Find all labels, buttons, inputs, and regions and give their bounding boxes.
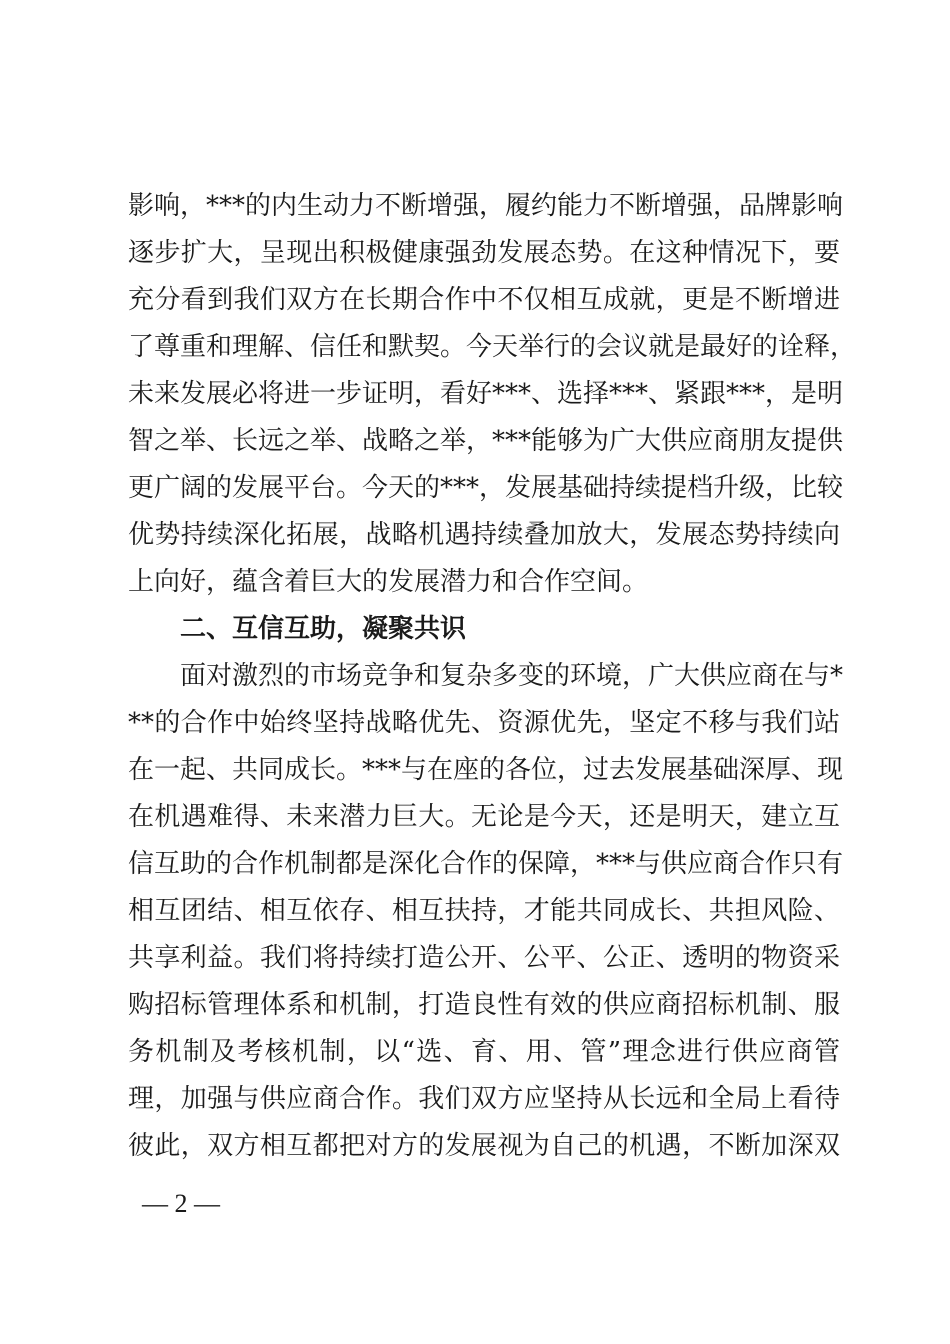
text-line: 上向好，蕴含着巨大的发展潜力和合作空间。 [128, 567, 649, 597]
text-line: 在一起、共同成长。***与在座的各位，过去发展基础深厚、现 [128, 755, 844, 785]
section-heading: 二、互信互助，凝聚共识 [180, 614, 467, 644]
text-line: 购招标管理体系和机制，打造良性有效的供应商招标机制、服 [128, 990, 840, 1020]
text-line: 更广阔的发展平台。今天的***，发展基础持续提档升级，比较 [128, 473, 844, 503]
text-line: 共享利益。我们将持续打造公开、公平、公正、透明的物资采 [128, 943, 840, 973]
text-line: 务机制及考核机制，以“选、育、用、管”理念进行供应商管 [128, 1037, 840, 1067]
text-line: 逐步扩大，呈现出积极健康强劲发展态势。在这种情况下，要 [128, 238, 840, 268]
text-line: 彼此，双方相互都把对方的发展视为自己的机遇，不断加深双 [128, 1131, 840, 1161]
text-line: 未来发展必将进一步证明，看好***、选择***、紧跟***，是明 [128, 379, 844, 409]
text-line: 充分看到我们双方在长期合作中不仅相互成就，更是不断增进 [128, 285, 840, 315]
page-number: — 2 — [142, 1189, 220, 1218]
text-line: 了尊重和理解、信任和默契。今天举行的会议就是最好的诠释， [128, 332, 857, 362]
text-line: 信互助的合作机制都是深化合作的保障，***与供应商合作只有 [128, 849, 844, 879]
text-line: 面对激烈的市场竞争和复杂多变的环境，广大供应商在与* [180, 661, 844, 691]
text-line: 理，加强与供应商合作。我们双方应坚持从长远和全局上看待 [128, 1084, 840, 1114]
text-line: 优势持续深化拓展，战略机遇持续叠加放大，发展态势持续向 [128, 520, 840, 550]
body-text [128, 183, 857, 1170]
text-line: **的合作中始终坚持战略优先、资源优先，坚定不移与我们站 [128, 708, 840, 738]
text-line: 在机遇难得、未来潜力巨大。无论是今天，还是明天，建立互 [128, 802, 840, 832]
text-line: 影响，***的内生动力不断增强，履约能力不断增强，品牌影响 [128, 191, 844, 221]
text-line: 智之举、长远之举、战略之举，***能够为广大供应商朋友提供 [128, 426, 844, 456]
text-line: 相互团结、相互依存、相互扶持，才能共同成长、共担风险、 [128, 896, 840, 926]
